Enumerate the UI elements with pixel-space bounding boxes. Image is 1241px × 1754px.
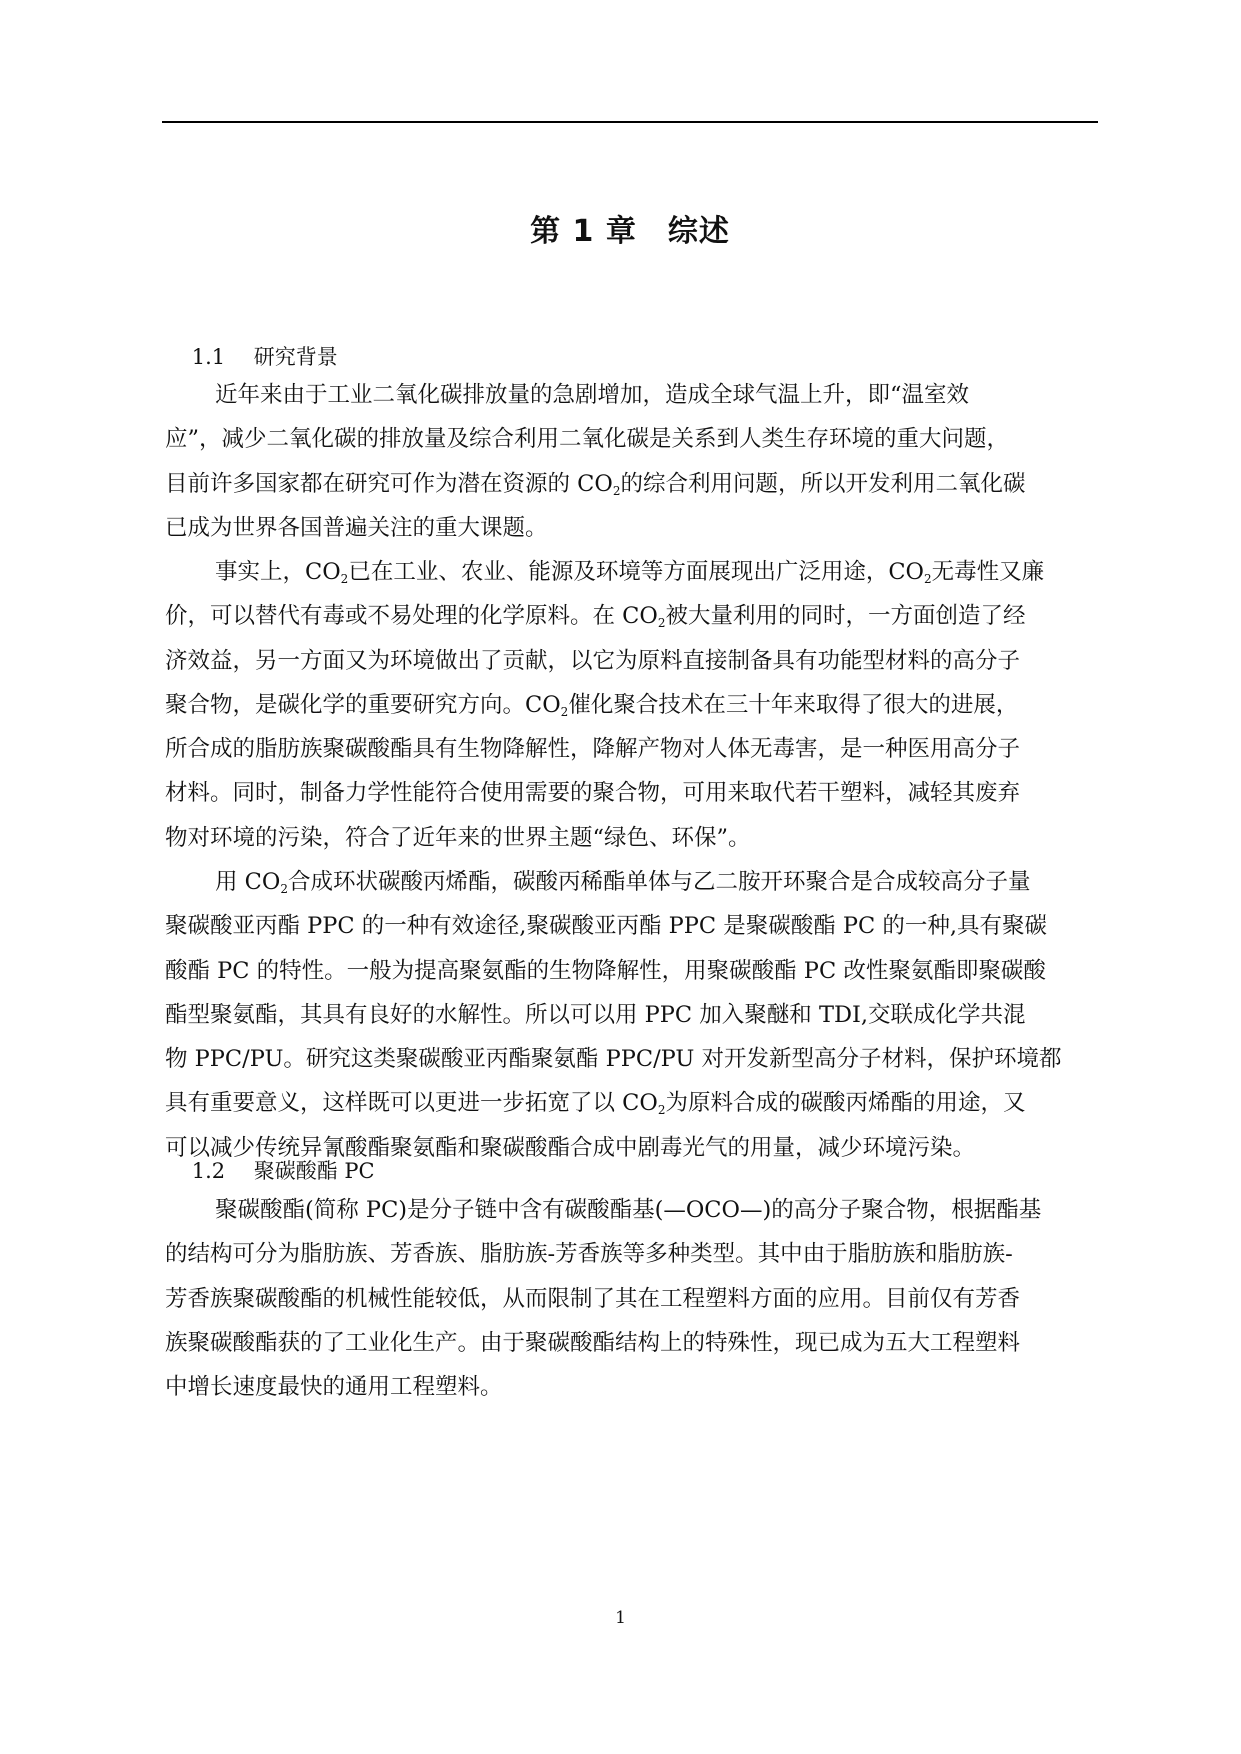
paragraph-line [165,462,1095,506]
section-number: 1.2 [191,1159,226,1183]
paragraph-line [165,550,1095,594]
text-run: 价，可以替代有毒或不易处理的化学原料。在 CO [165,603,658,630]
paragraph-line [165,594,1095,638]
text-run: 催化聚合技术在三十年来取得了很大的进展， [568,691,1019,718]
text-run: 事实上，CO [215,559,341,585]
paragraph-2 [165,550,1095,860]
text-run: 无毒性又廉 [931,559,1045,585]
paragraph-line [165,1037,1095,1081]
paragraph-4 [165,1188,1095,1409]
text-run: 物 PPC/PU。研究这类聚碳酸亚丙酯聚氨酯 PPC/PU 对开发新型高分子材料，保护环境都 [165,1046,1062,1073]
text-run: 被大量利用的同时，一方面创造了经 [665,603,1026,630]
paragraph-line [165,1232,1095,1276]
paragraph-line [165,1365,1095,1409]
text-run: 芳香族聚碳酸酯的机械性能较低，从而限制了其在工程塑料方面的应用。目前仅有芳香 [165,1285,1021,1312]
page-number: 1 [615,1608,626,1628]
paragraph-line [165,1321,1095,1365]
text-run: 用 CO [215,869,281,895]
paragraph-line [165,683,1095,727]
paragraph-line [165,949,1095,993]
chapter-title: 第 1 章 综述 [530,214,730,249]
header-rule [162,121,1098,123]
paragraph-line [165,904,1095,948]
paragraph-line [165,771,1095,815]
text-run: 已在工业、农业、能源及环境等方面展现出广泛用途，CO [348,559,924,585]
paragraph-line [165,860,1095,904]
section-title: 研究背景 [253,345,338,369]
text-run: 可以减少传统异氰酸酯聚氨酯和聚碳酸酯合成中剧毒光气的用量，减少环境污染。 [165,1134,976,1161]
subscript: 2 [560,704,569,719]
text-run: 合成环状碳酸丙烯酯，碳酸丙稀酯单体与乙二胺开环聚合是合成较高分子量 [287,869,1031,895]
text-run: 济效益，另一方面又为环境做出了贡献，以它为原料直接制备具有功能型材料的高分子 [165,647,1021,674]
text-run: 为原料合成的碳酸丙烯酯的用途，又 [665,1090,1026,1117]
paragraph-line [165,727,1095,771]
paragraph-1 [165,373,1095,550]
text-run: 族聚碳酸酯获的了工业化生产。由于聚碳酸酯结构上的特殊性，现已成为五大工程塑料 [165,1329,1021,1356]
text-run: 聚碳酸酯(简称 PC)是分子链中含有碳酸酯基(—OCO—)的高分子聚合物，根据酯基 [215,1197,1042,1223]
paragraph-line [165,373,1095,417]
subscript: 2 [340,572,349,586]
paragraph-line [165,639,1095,683]
subscript: 2 [657,1103,666,1118]
text-run: 的结构可分为脂肪族、芳香族、脂肪族-芳香族等多种类型。其中由于脂肪族和脂肪族- [165,1241,1013,1268]
subscript: 2 [280,882,288,896]
paragraph-line [165,1277,1095,1321]
text-run: 所合成的脂肪族聚碳酸酯具有生物降解性，降解产物对人体无毒害，是一种医用高分子 [165,736,1021,763]
text-run: 中增长速度最快的通用工程塑料。 [165,1374,503,1401]
text-run: 酯型聚氨酯，其具有良好的水解性。所以可以用 PPC 加入聚醚和 TDI,交联成化学共混 [165,1001,1026,1028]
text-run: 已成为世界各国普遍关注的重大课题。 [165,514,548,541]
paragraph-line [165,1081,1095,1125]
text-run: 具有重要意义，这样既可以更进一步拓宽了以 CO [165,1090,658,1117]
text-run: 物对环境的污染，符合了近年来的世界主题“绿色、环保”。 [165,824,751,851]
text-run: 目前许多国家都在研究可作为潜在资源的 CO [165,470,613,497]
section-title: 聚碳酸酯 PC [253,1159,375,1183]
text-run: 聚碳酸亚丙酯 PPC 的一种有效途径,聚碳酸亚丙酯 PPC 是聚碳酸酯 PC 的一种,具有聚碳 [165,913,1048,940]
text-run: 近年来由于工业二氧化碳排放量的急剧增加，造成全球气温上升，即“温室效 [215,382,970,408]
section-number: 1.1 [191,345,226,369]
text-run: 酸酯 PC 的特性。一般为提高聚氨酯的生物降解性，用聚碳酸酯 PC 改性聚氨酯即聚碳酸 [165,957,1046,984]
paragraph-line [165,993,1095,1037]
subscript: 2 [612,483,621,498]
paragraph-line [165,1188,1095,1232]
subscript: 2 [657,616,666,631]
paragraph-line [165,417,1095,461]
subscript: 2 [923,572,932,586]
paragraph-line [165,506,1095,550]
paragraph-line [165,816,1095,860]
text-run: 应”，减少二氧化碳的排放量及综合利用二氧化碳是关系到人类生存环境的重大问题， [165,426,1010,453]
text-run: 聚合物，是碳化学的重要研究方向。CO [165,691,561,718]
paragraph-3 [165,860,1095,1170]
text-run: 材料。同时，制备力学性能符合使用需要的聚合物，可用来取代若干塑料，减轻其废弃 [165,780,1021,807]
text-run: 的综合利用问题，所以开发利用二氧化碳 [620,470,1026,497]
